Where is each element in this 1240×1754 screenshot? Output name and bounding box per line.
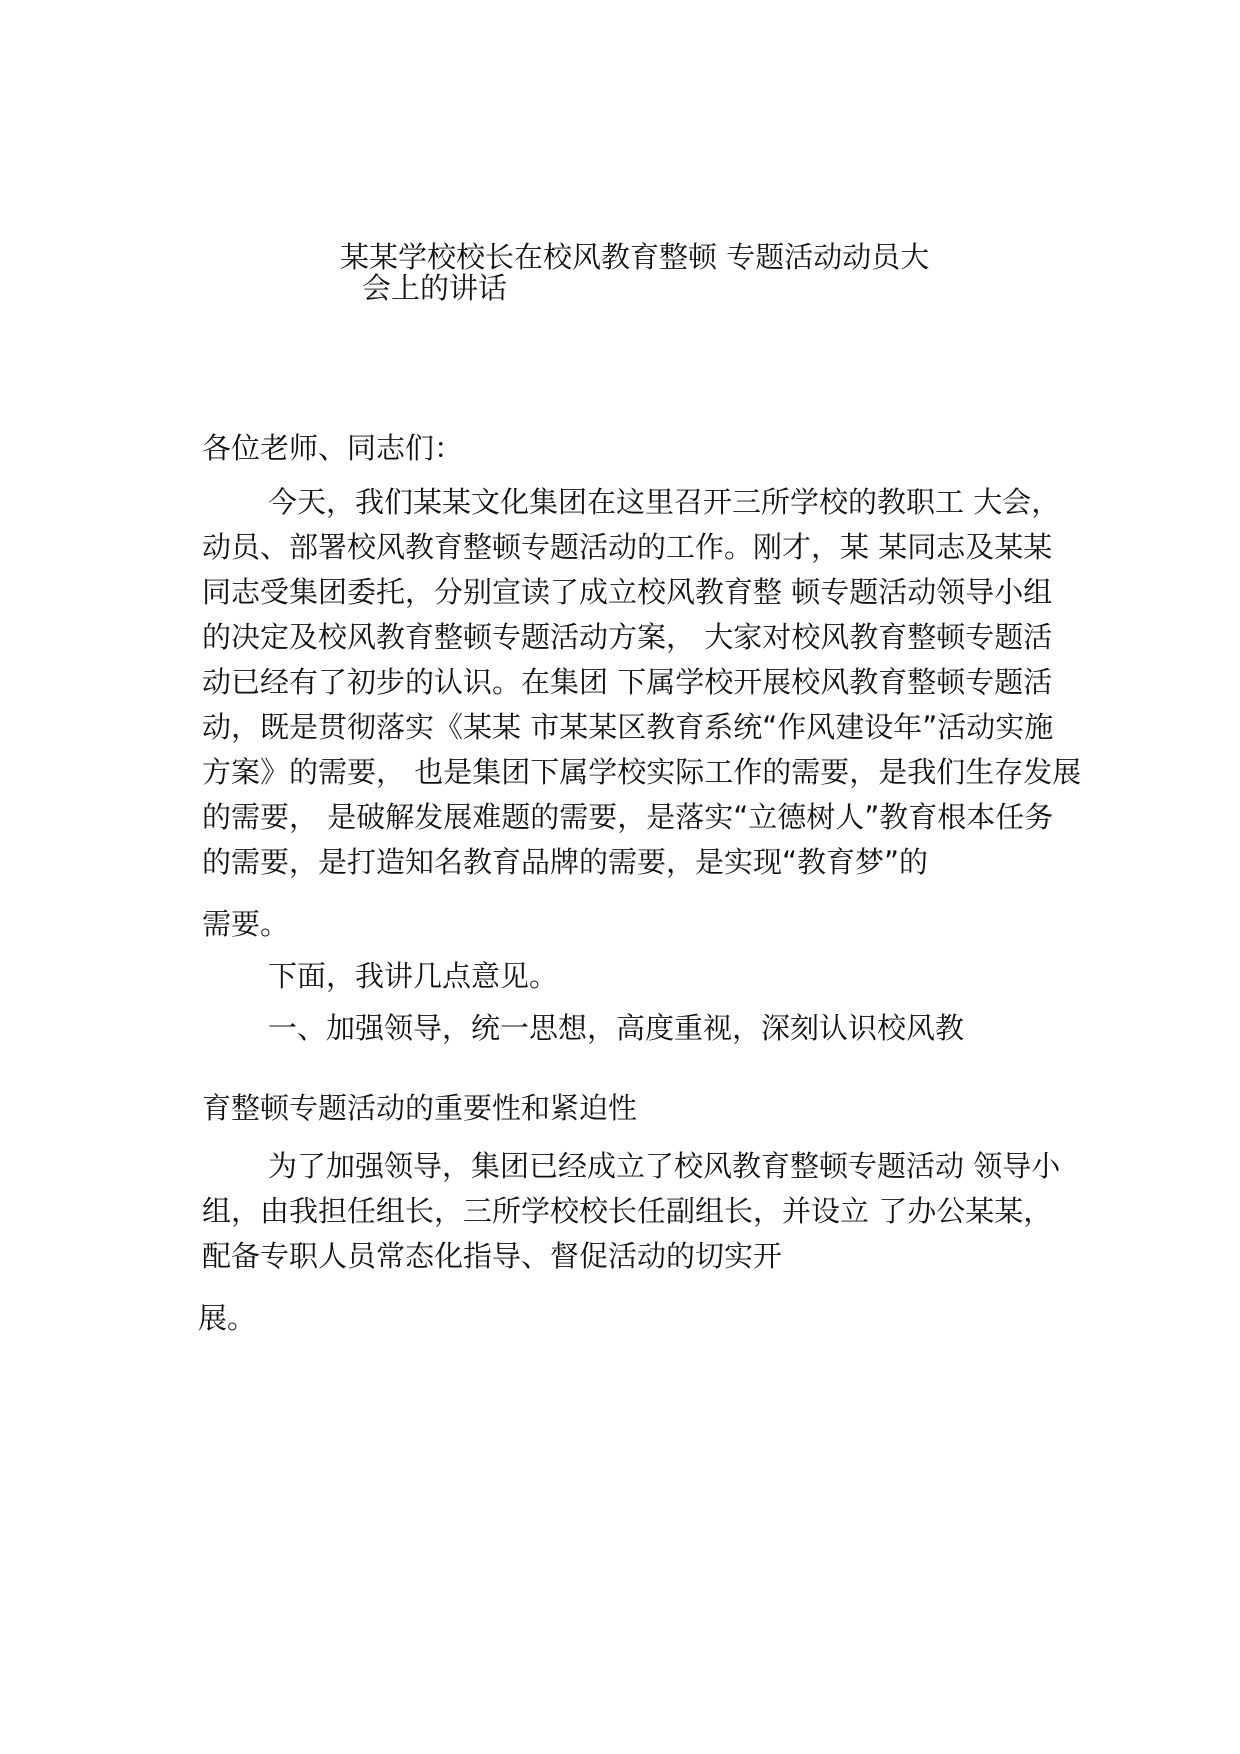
paragraph-1-line: 的需要，是打造知名教育品牌的需要，是实现“教育梦”的 xyxy=(202,845,929,879)
paragraph-3-line: 组，由我担任组长，三所学校校长任副组长，并设立 了办公某某， xyxy=(202,1194,1053,1228)
title-line-1: 某某学校校长在校风教育整顿 专题活动动员大 xyxy=(340,240,930,274)
document-title xyxy=(340,242,980,304)
paragraph-1-line: 方案》的需要， 也是集团下属学校实际工作的需要，是我们生存发展 xyxy=(202,755,1082,789)
paragraph-1-line: 动已经有了初步的认识。在集团 下属学校开展校风教育整顿专题活 xyxy=(202,665,1053,699)
salutation: 各位老师、同志们： xyxy=(202,431,464,465)
title-line-2: 会上的讲话 xyxy=(362,271,508,305)
paragraph-2: 下面，我讲几点意见。 xyxy=(268,959,559,993)
paragraph-1-tail: 需要。 xyxy=(202,907,290,941)
paragraph-1-line: 今天，我们某某文化集团在这里召开三所学校的教职工 大会， xyxy=(268,485,1061,519)
paragraph-1-line: 同志受集团委托，分别宣读了成立校风教育整 顿专题活动领导小组 xyxy=(202,575,1053,609)
paragraph-1-line: 动员、部署校风教育整顿专题活动的工作。刚才，某 某同志及某某 xyxy=(202,530,1053,564)
paragraph-1-line: 动，既是贯彻落实《某某 市某某区教育系统“作风建设年”活动实施 xyxy=(202,710,1054,744)
paragraph-3-tail: 展。 xyxy=(198,1301,257,1335)
paragraph-3-line: 配备专职人员常态化指导、督促活动的切实开 xyxy=(202,1239,783,1273)
heading-1-line-1: 一、加强领导，统一思想，高度重视，深刻认识校风教 xyxy=(268,1011,965,1045)
heading-1-line-2: 育整顿专题活动的重要性和紧迫性 xyxy=(202,1091,638,1125)
paragraph-1-line: 的决定及校风教育整顿专题活动方案， 大家对校风教育整顿专题活 xyxy=(202,620,1053,654)
paragraph-1-line: 的需要， 是破解发展难题的需要，是落实“立德树人”教育根本任务 xyxy=(202,800,1054,834)
paragraph-3-line: 为了加强领导，集团已经成立了校风教育整顿专题活动 领导小 xyxy=(268,1149,1061,1183)
